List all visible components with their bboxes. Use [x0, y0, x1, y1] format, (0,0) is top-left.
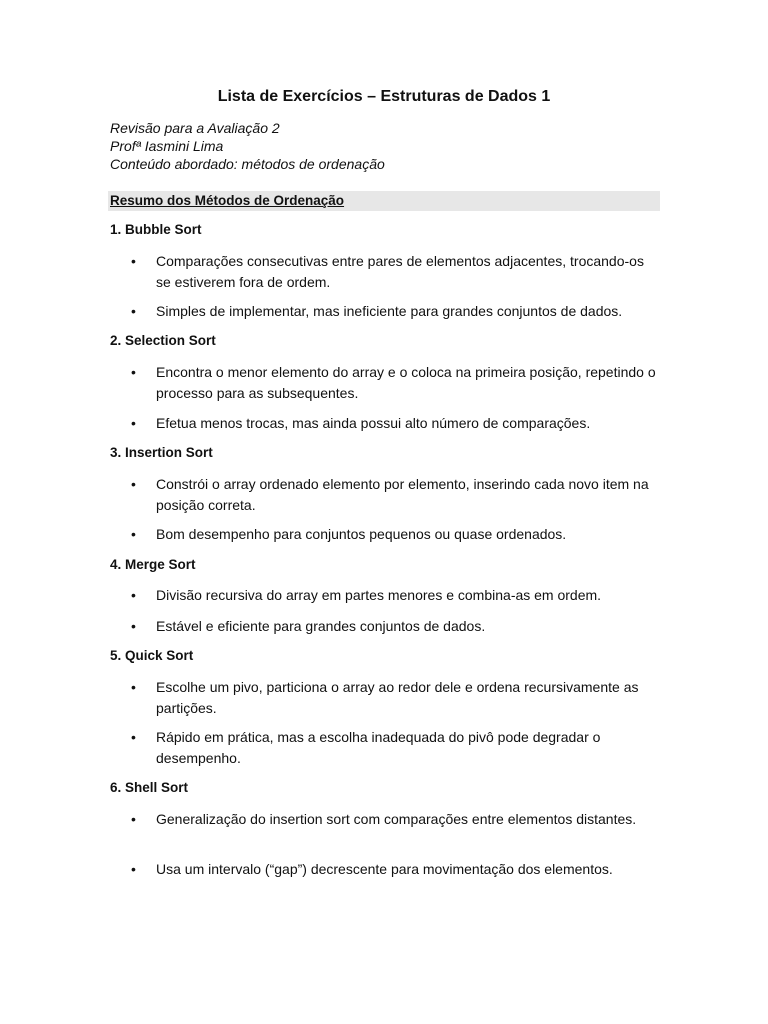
bullet-item: Bom desempenho para conjuntos pequenos ou quase ordenados. — [156, 526, 567, 542]
bullet-item: Constrói o array ordenado elemento por elemento, inserindo cada novo item na posição correta. — [156, 476, 649, 513]
bullet-item: Simples de implementar, mas ineficiente para grandes conjuntos de dados. — [156, 303, 623, 319]
bullet-marker: • — [131, 303, 136, 319]
bullet-marker: • — [131, 526, 136, 542]
bullet-marker: • — [131, 618, 136, 634]
bullet-marker: • — [131, 679, 136, 695]
bullet-marker: • — [131, 476, 136, 492]
meta-teacher: Profª Iasmini Lima — [110, 138, 224, 154]
bullet-marker: • — [131, 364, 136, 380]
bullet-item: Rápido em prática, mas a escolha inadequada do pivô pode degradar o desempenho. — [156, 729, 601, 766]
bullet-item: Comparações consecutivas entre pares de elementos adjacentes, trocando-os se estiverem fora de ordem. — [156, 253, 644, 290]
document-title: Lista de Exercícios – Estruturas de Dados 1 — [217, 88, 551, 105]
bullet-item: Usa um intervalo (“gap”) decrescente para movimentação dos elementos. — [156, 861, 613, 877]
meta-review: Revisão para a Avaliação 2 — [110, 120, 280, 136]
bullet-item: Generalização do insertion sort com comparações entre elementos distantes. — [156, 811, 637, 827]
bullet-marker: • — [131, 587, 136, 603]
meta-content: Conteúdo abordado: métodos de ordenação — [110, 156, 385, 172]
section-title-quick-sort: 5. Quick Sort — [110, 648, 194, 663]
section-title-merge-sort: 4. Merge Sort — [110, 557, 196, 572]
bullet-item: Encontra o menor elemento do array e o coloca na primeira posição, repetindo o processo para as subsequentes. — [156, 364, 656, 401]
section-title-insertion-sort: 3. Insertion Sort — [110, 445, 213, 460]
bullet-item: Escolhe um pivo, particiona o array ao redor dele e ordena recursivamente as partições. — [156, 679, 639, 716]
bullet-item: Efetua menos trocas, mas ainda possui alto número de comparações. — [156, 415, 591, 431]
bullet-item: Divisão recursiva do array em partes menores e combina-as em ordem. — [156, 587, 602, 603]
section-title-selection-sort: 2. Selection Sort — [110, 333, 216, 348]
section-title-bubble-sort: 1. Bubble Sort — [110, 222, 202, 237]
section-title-shell-sort: 6. Shell Sort — [110, 780, 189, 795]
bullet-item: Estável e eficiente para grandes conjuntos de dados. — [156, 618, 486, 634]
bullet-marker: • — [131, 861, 136, 877]
bullet-marker: • — [131, 729, 136, 745]
bullet-marker: • — [131, 253, 136, 269]
bullet-marker: • — [131, 811, 136, 827]
summary-heading: Resumo dos Métodos de Ordenação — [110, 193, 345, 208]
bullet-marker: • — [131, 415, 136, 431]
